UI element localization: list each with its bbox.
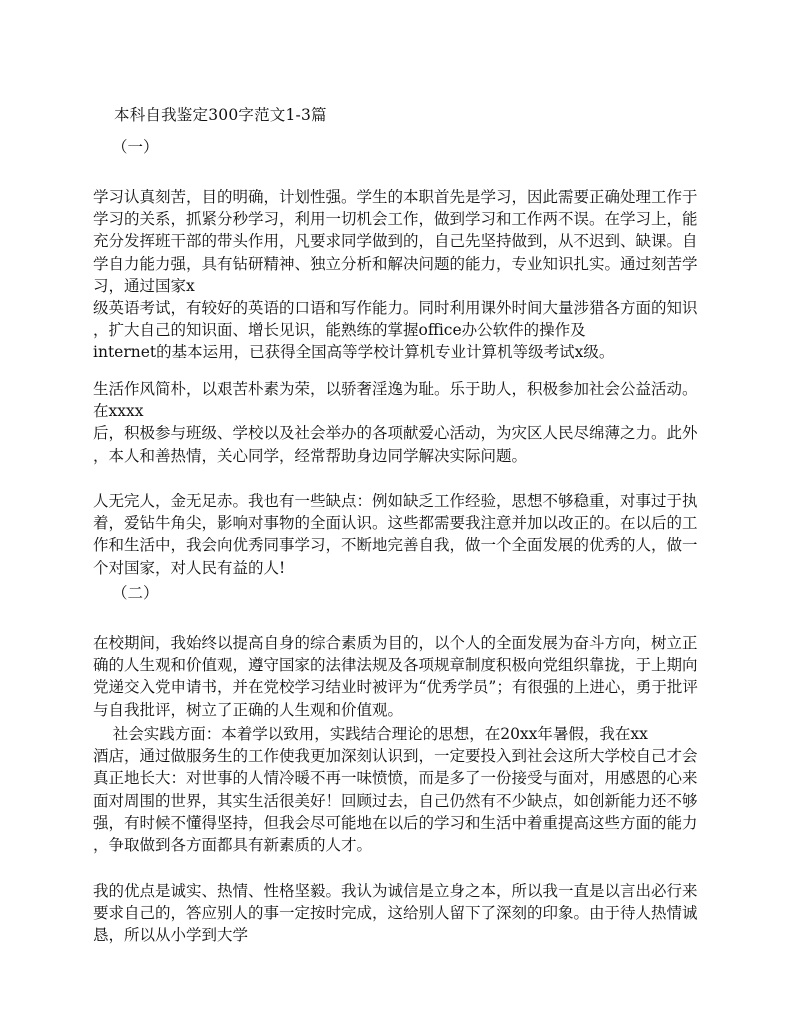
text-line: 与自我批评，树立了正确的人生观和价值观。 — [93, 700, 404, 719]
text-line: 着，爱钻牛角尖，影响对事物的全面认识。这些都需要我注意并加以改正的。在以后的工 — [93, 514, 698, 533]
text-line: 恳，所以从小学到大学 — [93, 926, 249, 945]
document-title: 本科自我鉴定300字范文1-3篇 — [114, 106, 327, 124]
text-line: 在校期间，我始终以提高自身的综合素质为目的，以个人的全面发展为奋斗方向，树立正 — [93, 634, 698, 652]
text-line: 作和生活中，我会向优秀同事学习，不断地完善自我，做一个全面发展的优秀的人，做一 — [93, 536, 698, 555]
section-marker-1: （一） — [112, 138, 159, 156]
text-line: 学习认真刻苦，目的明确，计划性强。学生的本职首先是学习，因此需要正确处理工作于 — [93, 188, 698, 206]
text-line: 级英语考试，有较好的英语的口语和写作能力。同时利用课外时间大量涉猎各方面的知识 — [93, 299, 698, 318]
text-line: 后，积极参与班级、学校以及社会举办的各项献爱心活动，为灾区人民尽绵薄之力。此外 — [93, 424, 698, 443]
text-line: ，本人和善热情，关心同学，经常帮助身边同学解决实际问题。 — [93, 446, 528, 465]
text-line: 学习的关系，抓紧分秒学习，利用一切机会工作，做到学习和工作两不误。在学习上，能 — [93, 210, 698, 229]
paragraph-strengths — [93, 880, 715, 947]
text-line: 人无完人，金无足赤。我也有一些缺点：例如缺乏工作经验，思想不够稳重，对事过于执 — [93, 492, 698, 510]
text-line: 习，通过国家x — [93, 276, 195, 295]
text-line: ，争取做到各方面都具有新素质的人才。 — [93, 836, 373, 855]
text-line: 学自力能力强，具有钻研精神、独立分析和解决问题的能力，专业知识扎实。通过刻苦学 — [93, 254, 698, 273]
text-line: ，扩大自己的知识面、增长见识，能熟练的掌握office办公软件的操作及 — [93, 321, 586, 340]
text-line: 要求自己的，答应别人的事一定按时完成，这给别人留下了深刻的印象。由于待人热情诚 — [93, 904, 698, 923]
text-line: 社会实践方面：本着学以致用，实践结合理论的思想，在20xx年暑假，我在xx — [93, 725, 648, 743]
text-line: 面对周围的世界，其实生活很美好！回顾过去，自己仍然有不少缺点，如创新能力还不够 — [93, 791, 698, 810]
text-line: 强，有时候不懂得坚持，但我会尽可能地在以后的学习和生活中着重提高这些方面的能力 — [93, 813, 698, 832]
text-line: 我的优点是诚实、热情、性格坚毅。我认为诚信是立身之本，所以我一直是以言出必行来 — [93, 882, 698, 900]
paragraph-lifestyle — [93, 378, 715, 467]
paragraph-campus — [93, 632, 715, 721]
paragraph-study — [93, 186, 715, 364]
text-line: 真正地长大：对世事的人情冷暖不再一味愤愤，而是多了一份接受与面对，用感恩的心来 — [93, 769, 698, 788]
text-line: 党递交入党申请书，并在党校学习结业时被评为“优秀学员”；有很强的上进心，勇于批评 — [93, 678, 698, 697]
paragraph-practice — [93, 723, 715, 856]
text-line: 个对国家，对人民有益的人! — [93, 558, 286, 577]
text-line: 确的人生观和价值观，遵守国家的法律法规及各项规章制度积极向党组织靠拢，于上期向 — [93, 656, 698, 675]
text-line: 充分发挥班干部的带头作用，凡要求同学做到的，自己先坚持做到，从不迟到、缺课。自 — [93, 232, 698, 251]
text-line: 在xxxx — [93, 402, 144, 421]
text-line: 酒店，通过做服务生的工作使我更加深刻认识到，一定要投入到社会这所大学校自己才会 — [93, 747, 698, 766]
text-line: internet的基本运用，已获得全国高等学校计算机专业计算机等级考试x级。 — [93, 343, 615, 362]
paragraph-shortcomings — [93, 490, 715, 579]
section-marker-2: （二） — [112, 584, 159, 602]
text-line: 生活作风简朴，以艰苦朴素为荣，以骄奢淫逸为耻。乐于助人，积极参加社会公益活动。 — [93, 380, 698, 398]
